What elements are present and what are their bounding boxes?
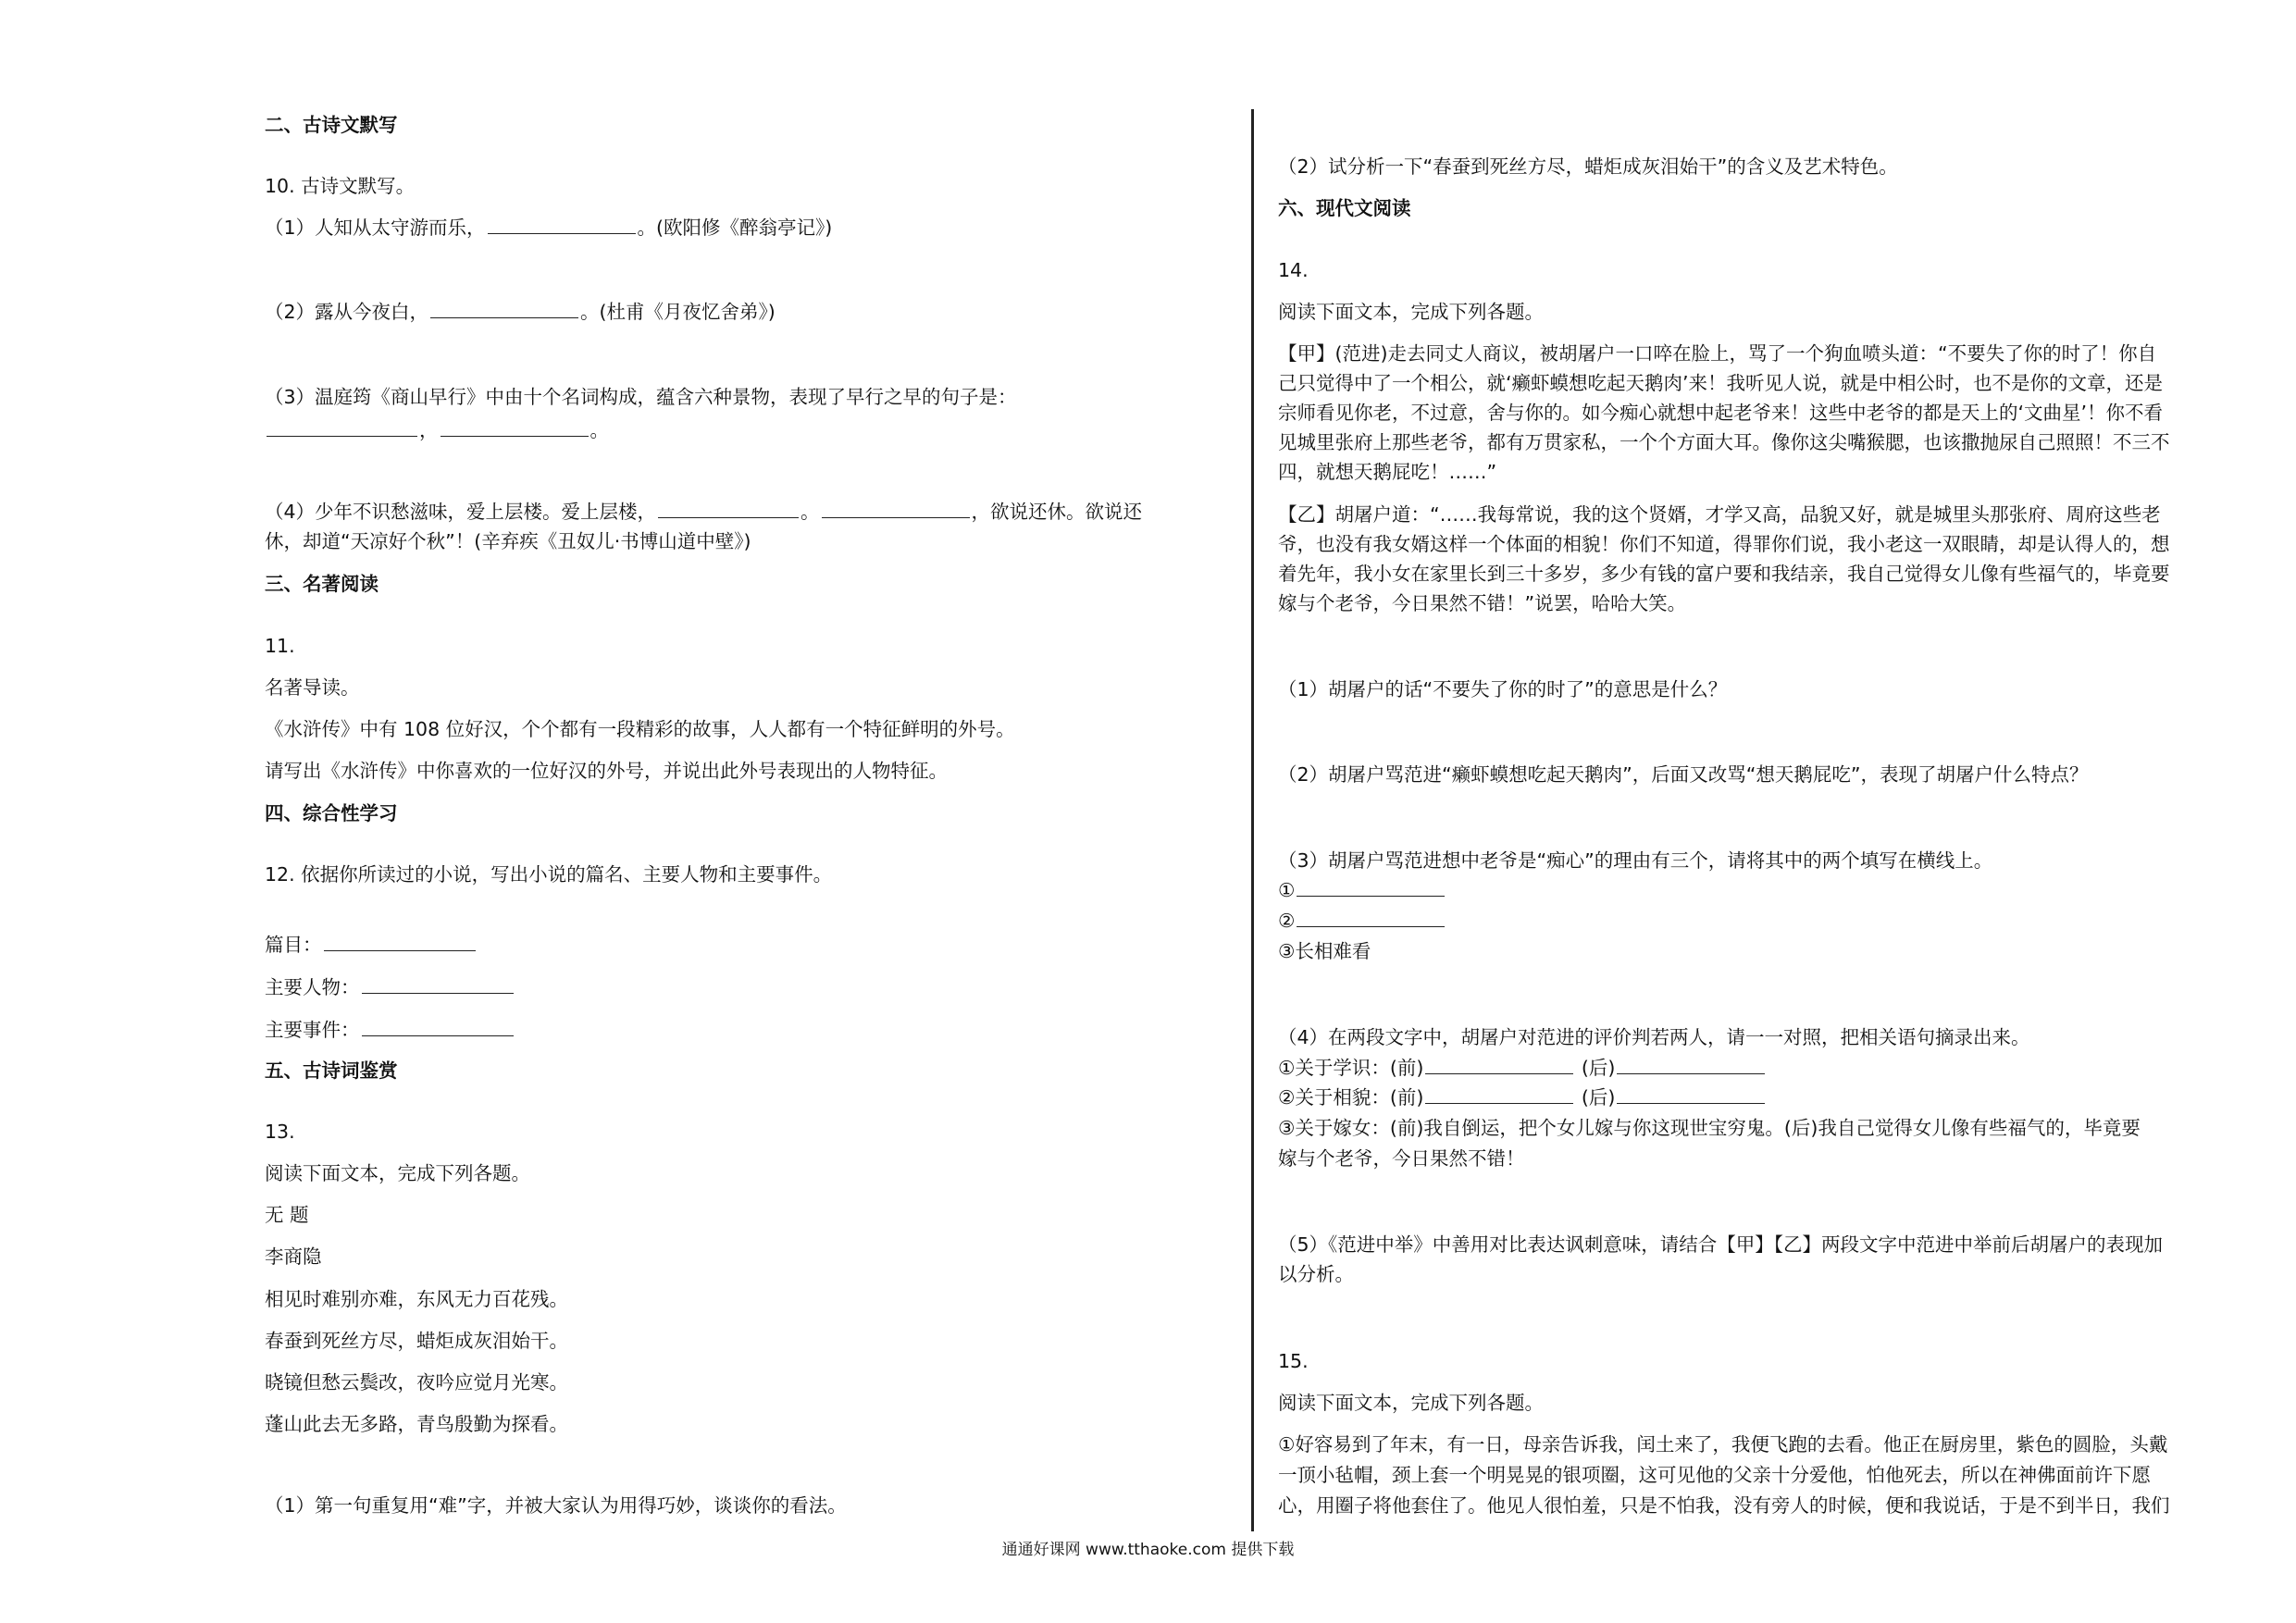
answer-blank[interactable] (1425, 1084, 1573, 1104)
answer-blank[interactable] (658, 499, 799, 518)
poem-line: 晓镜但愁云鬓改，夜吟应觉月光寒。 (265, 1371, 568, 1394)
question-13-instruction: 阅读下面文本，完成下列各题。 (265, 1162, 530, 1184)
answer-blank[interactable] (362, 1017, 514, 1036)
question-13-2: （2）试分析一下“春蚕到死丝方尽，蜡炬成灰泪始干”的含义及艺术特色。 (1278, 155, 1898, 178)
question-10-2: （2）露从今夜白， 。(杜甫《月夜忆舍弟》) (265, 301, 776, 323)
question-15-number: 15. (1278, 1350, 1309, 1372)
question-10-4-cont: 休，却道“天凉好个秋”！(辛弃疾《丑奴儿·书博山道中壁》) (265, 530, 751, 552)
question-14-3-item: ③长相难看 (1278, 940, 1371, 962)
question-12-title-field: 篇目： (265, 931, 478, 959)
question-15-instruction: 阅读下面文本，完成下列各题。 (1278, 1392, 1544, 1414)
answer-blank[interactable] (362, 974, 514, 994)
passage-15-line: 心，用圈子将他套住了。他见人很怕羞，只是不怕我，没有旁人的时候，便和我说话，于是不到半日，我们 (1278, 1494, 2170, 1517)
question-12: 12. 依据你所读过的小说，写出小说的篇名、主要人物和主要事件。 (265, 863, 833, 886)
passage-15-line: ①好容易到了年末，有一日，母亲告诉我，闰土来了，我便飞跑的去看。他正在厨房里，紫色的圆脸，头戴 (1278, 1433, 2168, 1456)
answer-blank[interactable] (1297, 877, 1445, 897)
passage-jia-line: 【甲】(范进)走去同丈人商议，被胡屠户一口啐在脸上，骂了一个狗血喷头道：“不要失了你的时了！你自 (1278, 342, 2157, 365)
section-title-classical-dictation: 二、古诗文默写 (265, 114, 398, 136)
question-10-heading: 10. 古诗文默写。 (265, 175, 416, 197)
answer-blank[interactable] (1617, 1084, 1765, 1104)
question-14-1: （1）胡屠户的话“不要失了你的时了”的意思是什么？ (1278, 678, 1728, 700)
question-12-person-field: 主要人物： (265, 973, 515, 1001)
answer-blank[interactable] (1425, 1055, 1573, 1074)
answer-blank[interactable] (430, 299, 578, 318)
column-divider (1251, 109, 1254, 1531)
answer-blank[interactable] (267, 417, 417, 437)
question-14-5: （5）《范进中举》中善用对比表达讽刺意味，请结合【甲】【乙】两段文字中范进中举前后胡屠户的表现加 (1278, 1233, 2164, 1256)
passage-yi-line: 爷，也没有我女婿这样一个体面的相貌！你们不知道，得罪你们说，我小老这一双眼睛，却是认得人的，想 (1278, 533, 2170, 555)
question-10-1: （1）人知从太守游而乐， 。(欧阳修《醉翁亭记》) (265, 217, 833, 239)
question-12-event-field: 主要事件： (265, 1016, 515, 1044)
passage-jia-line: 宗师看见你老，不过意，舍与你的。如今痴心就想中起老爷来！这些中老爷的都是天上的‘文曲星’！你不看 (1278, 402, 2164, 424)
section-title-classics-reading: 三、名著阅读 (265, 573, 379, 595)
question-14-3: （3）胡屠户骂范进想中老爷是“痴心”的理由有三个，请将其中的两个填写在横线上。 (1278, 849, 1993, 872)
section-title-poetry-appreciation: 五、古诗词鉴赏 (265, 1059, 398, 1082)
section-title-modern-reading: 六、现代文阅读 (1278, 197, 1411, 219)
question-13-number: 13. (265, 1121, 295, 1143)
question-14-instruction: 阅读下面文本，完成下列各题。 (1278, 301, 1544, 323)
question-14-5-cont: 以分析。 (1278, 1263, 1354, 1285)
question-11-line: 请写出《水浒传》中你喜欢的一位好汉的外号，并说出此外号表现出的人物特征。 (265, 760, 948, 782)
page-footer: 通通好课网 www.tthaoke.com 提供下载 (1001, 1541, 1295, 1559)
question-11-line: 《水浒传》中有 108 位好汉，个个都有一段精彩的故事，人人都有一个特征鲜明的外号。 (265, 718, 1015, 740)
section-title-integrated-learning: 四、综合性学习 (265, 802, 398, 824)
question-14-4-row: ②关于相貌：(前) (后) (1278, 1084, 1767, 1111)
question-14-3-item: ② (1278, 907, 1446, 935)
poem-line: 春蚕到死丝方尽，蜡炬成灰泪始干。 (265, 1330, 568, 1352)
answer-blank[interactable] (488, 215, 636, 234)
answer-blank[interactable] (1297, 908, 1445, 927)
question-14-4-row-cont: 嫁与个老爷，今日果然不错！ (1278, 1147, 1525, 1170)
question-14-2: （2）胡屠户骂范进“癞虾蟆想吃起天鹅肉”，后面又改骂“想天鹅屁吃”，表现了胡屠户什么特点？ (1278, 763, 2089, 786)
passage-jia-line: 见城里张府上那些老爷，都有万贯家私，一个个方面大耳。像你这尖嘴猴腮，也该撒抛尿自己照照！不三不 (1278, 431, 2170, 453)
question-10-4: （4）少年不识愁滋味，爱上层楼。爱上层楼， 。 ，欲说还休。欲说还 (265, 501, 1143, 523)
poem-author: 李商隐 (265, 1245, 322, 1268)
answer-blank[interactable] (441, 417, 589, 437)
question-14-number: 14. (1278, 259, 1309, 281)
question-14-4: （4）在两段文字中，胡屠户对范进的评价判若两人，请一一对照，把相关语句摘录出来。 (1278, 1026, 2030, 1048)
question-14-4-row: ③关于嫁女：(前)我自倒运，把个女儿嫁与你这现世宝穷鬼。(后)我自己觉得女儿像有些福气的，毕竟要 (1278, 1117, 2141, 1139)
answer-blank[interactable] (822, 499, 970, 518)
passage-yi-line: 嫁与个老爷，今日果然不错！”说罢，哈哈大笑。 (1278, 592, 1687, 614)
answer-blank[interactable] (324, 932, 476, 951)
passage-15-line: 一顶小毡帽，颈上套一个明晃晃的银项圈，这可见他的父亲十分爱他，怕他死去，所以在神佛面前许下愿 (1278, 1464, 2151, 1486)
question-13-1: （1）第一句重复用“难”字，并被大家认为用得巧妙，谈谈你的看法。 (265, 1494, 847, 1517)
passage-yi-line: 着先年，我小女在家里长到三十多岁，多少有钱的富户要和我结亲，我自己觉得女儿像有些福气的，毕竟要 (1278, 563, 2170, 585)
question-14-3-item: ① (1278, 876, 1446, 904)
question-10-3-blanks: ， 。 (265, 416, 609, 444)
question-14-4-row: ①关于学识：(前) (后) (1278, 1054, 1767, 1082)
passage-jia-line: 四，就想天鹅屁吃！……” (1278, 461, 1497, 483)
passage-yi-line: 【乙】胡屠户道：“……我每常说，我的这个贤婿，才学又高，品貌又好，就是城里头那张府、周府这些老 (1278, 503, 2161, 526)
poem-line: 相见时难别亦难，东风无力百花残。 (265, 1288, 568, 1310)
question-11-number: 11. (265, 635, 295, 657)
question-10-3: （3）温庭筠《商山早行》中由十个名词构成，蕴含六种景物，表现了早行之早的句子是： (265, 386, 1017, 408)
passage-jia-line: 己只觉得中了一个相公，就‘癞虾蟆想吃起天鹅肉’来！我听见人说，就是中相公时，也不是你的文章，还是 (1278, 372, 2164, 394)
poem-title: 无 题 (265, 1204, 309, 1226)
question-11-line: 名著导读。 (265, 676, 360, 699)
answer-blank[interactable] (1617, 1055, 1765, 1074)
poem-line: 蓬山此去无多路，青鸟殷勤为探看。 (265, 1413, 568, 1435)
